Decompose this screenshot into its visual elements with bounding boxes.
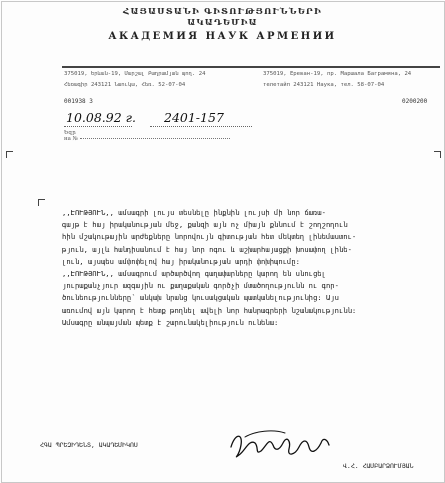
form-code-right: 0200200 (402, 98, 428, 105)
letterhead-line-1: ՀԱՅԱՍՏԱՆԻ ԳԻՏՈՒԹՅՈՒՆՆԵՐԻ (122, 7, 322, 17)
handwritten-date: 10.08.92 г. (66, 110, 136, 125)
form-code-left: 001938 3 (64, 98, 93, 105)
letterhead-line-3: АКАДЕМИЯ НАУК АРМЕНИИ (108, 31, 337, 42)
reference-label-line-1: Եզր (64, 130, 76, 136)
handwritten-number: 2401-157 (164, 110, 224, 125)
body-line: յուրաքանչյուր ազգային ու քաղաքական գործչի մտածողությունն ու գոր- (62, 281, 339, 291)
corner-mark-right (434, 151, 441, 158)
body-line: Ամսագրը անպայման պետք է շարունակելիություն ունենա: (62, 317, 279, 327)
letterhead-line-2: ԱԿԱԴԵՄԻԱ (187, 18, 258, 28)
body-line: գայթ է հայ իրականության մեջ, քանզի այն ոչ միայն քննում է շողշողուն (62, 220, 348, 230)
address-right-line-1: 375019, Ереван-19, пр. Маршала Баграмяна, 24 (263, 71, 412, 77)
body-line: ,,ԷՈՒԹՅՈՒՆ,, ամսագրի լույս տեսնելը ինքնին լույսի մի նոր ճառա- (62, 208, 326, 217)
corner-mark-left (6, 151, 13, 158)
reference-label-line-2: на № (64, 136, 78, 142)
letter-body (62, 207, 440, 329)
body-line: առումով այն կարող է հետք թողնել ավելի նոր հանրագրերի նշանակությունն: (62, 305, 357, 315)
address-left-line-2: Հեռագիր 243121 Նաուկա, Հեռ. 52-07-04 (64, 82, 186, 88)
paragraph-corner-mark (38, 199, 45, 206)
body-line: լուն, այսպես ամփոփելով հայ իրականության արդի փոխիպումը: (62, 256, 300, 266)
body-line: հին մշակութային արժեքները նորովույն գիտության հետ մեկտեղ լինեմաստու- (62, 232, 357, 242)
reference-underline (80, 138, 230, 139)
body-line: ծունեությունները՝ անկախ նրանց կուսակցական պատկանելությունից: Այս (62, 293, 339, 303)
letterhead-rule (62, 66, 440, 68)
address-left-line-1: 375019, Երևան-19, Մարշալ Բաղրամյան պող. 24 (64, 71, 206, 77)
reference-label (64, 130, 78, 142)
signatory-title: ՀԳԱ ՊՐԵԶԻԴԵՆՏ, ԱԿԱԴԵՄԻԿՈՍ (40, 441, 138, 449)
signatory-name: Վ.Հ. ՀԱՄԲԱՐՁՈՒՄՅԱՆ (343, 462, 414, 470)
number-underline (150, 126, 252, 127)
handwritten-signature (225, 425, 337, 465)
date-underline (64, 126, 132, 127)
body-line: ,,ԷՈՒԹՅՈՒՆ,, ամսագրում արծարծվող գաղափարները կարող են սնուցել (62, 269, 326, 279)
address-right-line-2: телетайп 243121 Наука, тел. 58-07-04 (263, 82, 385, 88)
body-line: թյուն, այլև հանդիսանում է հայ նոր ոգու և աշխարհայացքի խոսափող լինե- (62, 244, 352, 254)
